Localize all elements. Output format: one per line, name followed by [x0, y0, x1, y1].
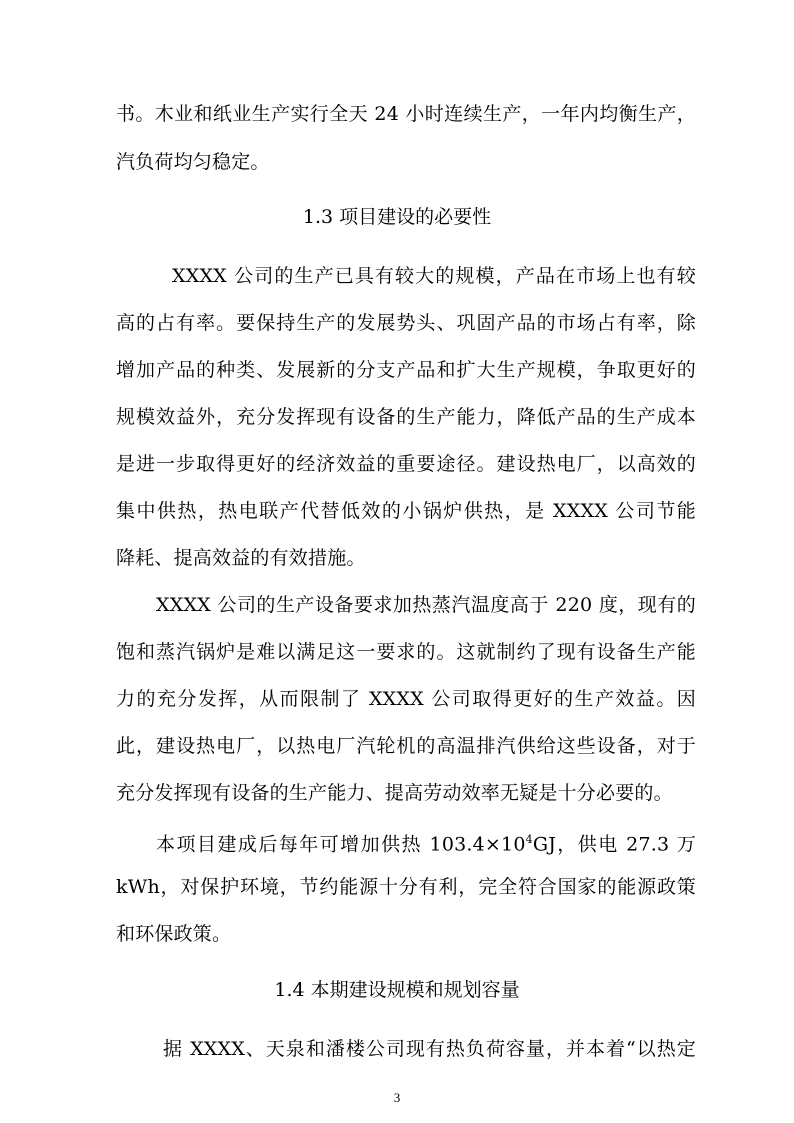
body-text-line: 规模效益外，充分发挥现有设备的生产能力，降低产品的生产成本 — [116, 406, 696, 428]
body-text-line: 充分发挥现有设备的生产能力、提高劳动效率无疑是十分必要的。 — [116, 782, 673, 804]
body-text-line: 和环保政策。 — [116, 923, 232, 945]
body-text-line: 高的占有率。要保持生产的发展势头、巩固产品的市场占有率，除 — [116, 312, 696, 334]
body-text-line: 集中供热，热电联产代替低效的小锅炉供热，是 XXXX 公司节能 — [116, 500, 696, 522]
section-heading-1-4: 1.4 本期建设规模和规划容量 — [274, 979, 520, 1001]
body-text-line: 据 XXXX、天泉和潘楼公司现有热负荷容量，并本着“以热定 — [163, 1038, 696, 1060]
body-text-line: 饱和蒸汽锅炉是难以满足这一要求的。这就制约了现有设备生产能 — [116, 641, 696, 663]
superscript-exponent: 4 — [525, 833, 533, 846]
body-text-line: 力的充分发挥，从而限制了 XXXX 公司取得更好的生产效益。因 — [116, 688, 696, 710]
body-text-segment: 本项目建成后每年可增加供热 103.4×10 — [156, 833, 526, 856]
body-text-segment: GJ，供电 27.3 万 — [532, 833, 696, 856]
body-text-line: kWh，对保护环境，节约能源十分有利，完全符合国家的能源政策 — [116, 876, 696, 898]
body-text-line: XXXX 公司的生产设备要求加热蒸汽温度高于 220 度，现有的 — [156, 594, 696, 616]
body-text-line: 书。木业和纸业生产实行全天 24 小时连续生产，一年内均衡生产， — [116, 103, 696, 125]
body-text-line: 此，建设热电厂，以热电厂汽轮机的高温排汽供给这些设备，对于 — [116, 735, 696, 757]
section-heading-1-3: 1.3 项目建设的必要性 — [302, 206, 492, 228]
body-text-line: XXXX 公司的生产已具有较大的规模，产品在市场上也有较 — [172, 265, 696, 287]
body-text-line: 增加产品的种类、发展新的分支产品和扩大生产规模，争取更好的 — [116, 359, 696, 381]
body-text-line: 降耗、提高效益的有效措施。 — [116, 547, 366, 569]
page-number: 3 — [393, 1090, 401, 1105]
body-text-line: 汽负荷均匀稳定。 — [116, 151, 270, 173]
body-text-line — [156, 828, 696, 856]
body-text-line: 是进一步取得更好的经济效益的重要途径。建设热电厂，以高效的 — [116, 453, 696, 475]
